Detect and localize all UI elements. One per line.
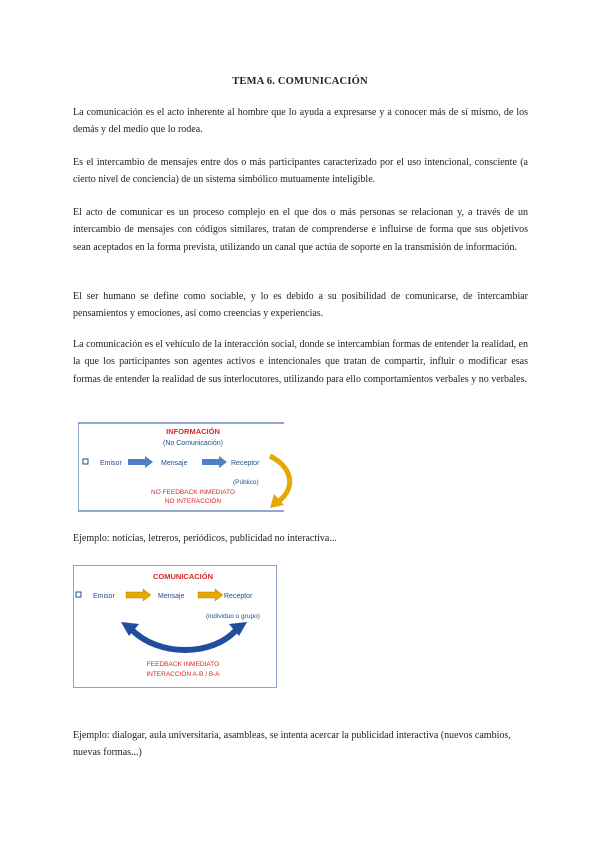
page-title: TEMA 6. COMUNICACIÓN [232, 76, 368, 87]
example-2: Ejemplo: dialogar, aula universitaria, asambleas, se intenta acercar la publicidad interactiva (nuevos cambios, nuevas formas...) [73, 730, 511, 759]
bullet-icon [76, 592, 81, 597]
interaction-note: INTERACCIÓN A-B / B-A [146, 671, 220, 678]
arrow-right-icon [126, 589, 151, 601]
interaction-note: NO INTERACCIÓN [164, 498, 222, 505]
diagram-subheading: (No Comunicación) [163, 440, 223, 447]
sender-label: Emisor [100, 460, 122, 467]
feedback-note: FEEDBACK INMEDIATO [146, 661, 220, 668]
feedback-note: NO FEEDBACK INMEDIATO [151, 489, 235, 496]
paragraph-4: El ser humano se define como sociable, y lo es debido a su posibilidad de comunicarse, de intercambiar pensamientos y emociones, así como creencias y experiencias. [73, 291, 528, 320]
diagram-heading: INFORMACIÓN [166, 427, 220, 436]
sender-label: Emisor [93, 593, 115, 600]
arrow-right-icon [198, 589, 223, 601]
paragraph-5: La comunicación es el vehículo de la interacción social, donde se intercambian formas de entender la realidad, en la que los participantes son agentes activos e intencionales que tratan de compartir, influir o modificar esas formas de entender la realidad de sus interlocutores, utilizando para ello comportamientos verbales y no verbales. [73, 339, 528, 385]
diagram-heading: COMUNICACIÓN [153, 572, 213, 581]
bullet-icon [83, 459, 88, 464]
curved-arrow-icon [270, 456, 290, 502]
message-label: Mensaje [161, 460, 188, 467]
paragraph-3: El acto de comunicar es un proceso complejo en el que dos o más personas se relacionan y, a través de un intercambio de mensajes con códigos similares, tratan de comprenderse e influirse de forma que sus objetivos sean aceptados en la forma prevista, utilizando un canal que actúa de soporte en la transmisión de información. [73, 207, 528, 253]
diagram-frame [74, 566, 277, 688]
paragraph-2: Es el intercambio de mensajes entre dos o más participantes caracterizado por el uso intencional, consciente (a cierto nivel de conciencia) de un sistema simbólico mutuamente inteligible. [73, 157, 528, 186]
message-label: Mensaje [158, 593, 185, 600]
receiver-note: (individuo o grupo) [206, 613, 260, 620]
arrow-right-icon [202, 456, 227, 468]
example-1: Ejemplo: noticias, letreros, periódicos, publicidad no interactiva... [73, 533, 337, 544]
receiver-label: Receptor [231, 460, 260, 467]
communication-diagram [73, 565, 277, 688]
receiver-note: (Público) [233, 479, 259, 486]
arrow-right-icon [128, 456, 153, 468]
paragraph-1: La comunicación es el acto inherente al hombre que lo ayuda a expresarse y a conocer más de sí mismo, de los demás y del medio que lo rodea. [73, 107, 528, 136]
information-diagram [78, 422, 304, 512]
bidirectional-arrow-icon [131, 629, 237, 650]
receiver-label: Receptor [224, 593, 253, 600]
